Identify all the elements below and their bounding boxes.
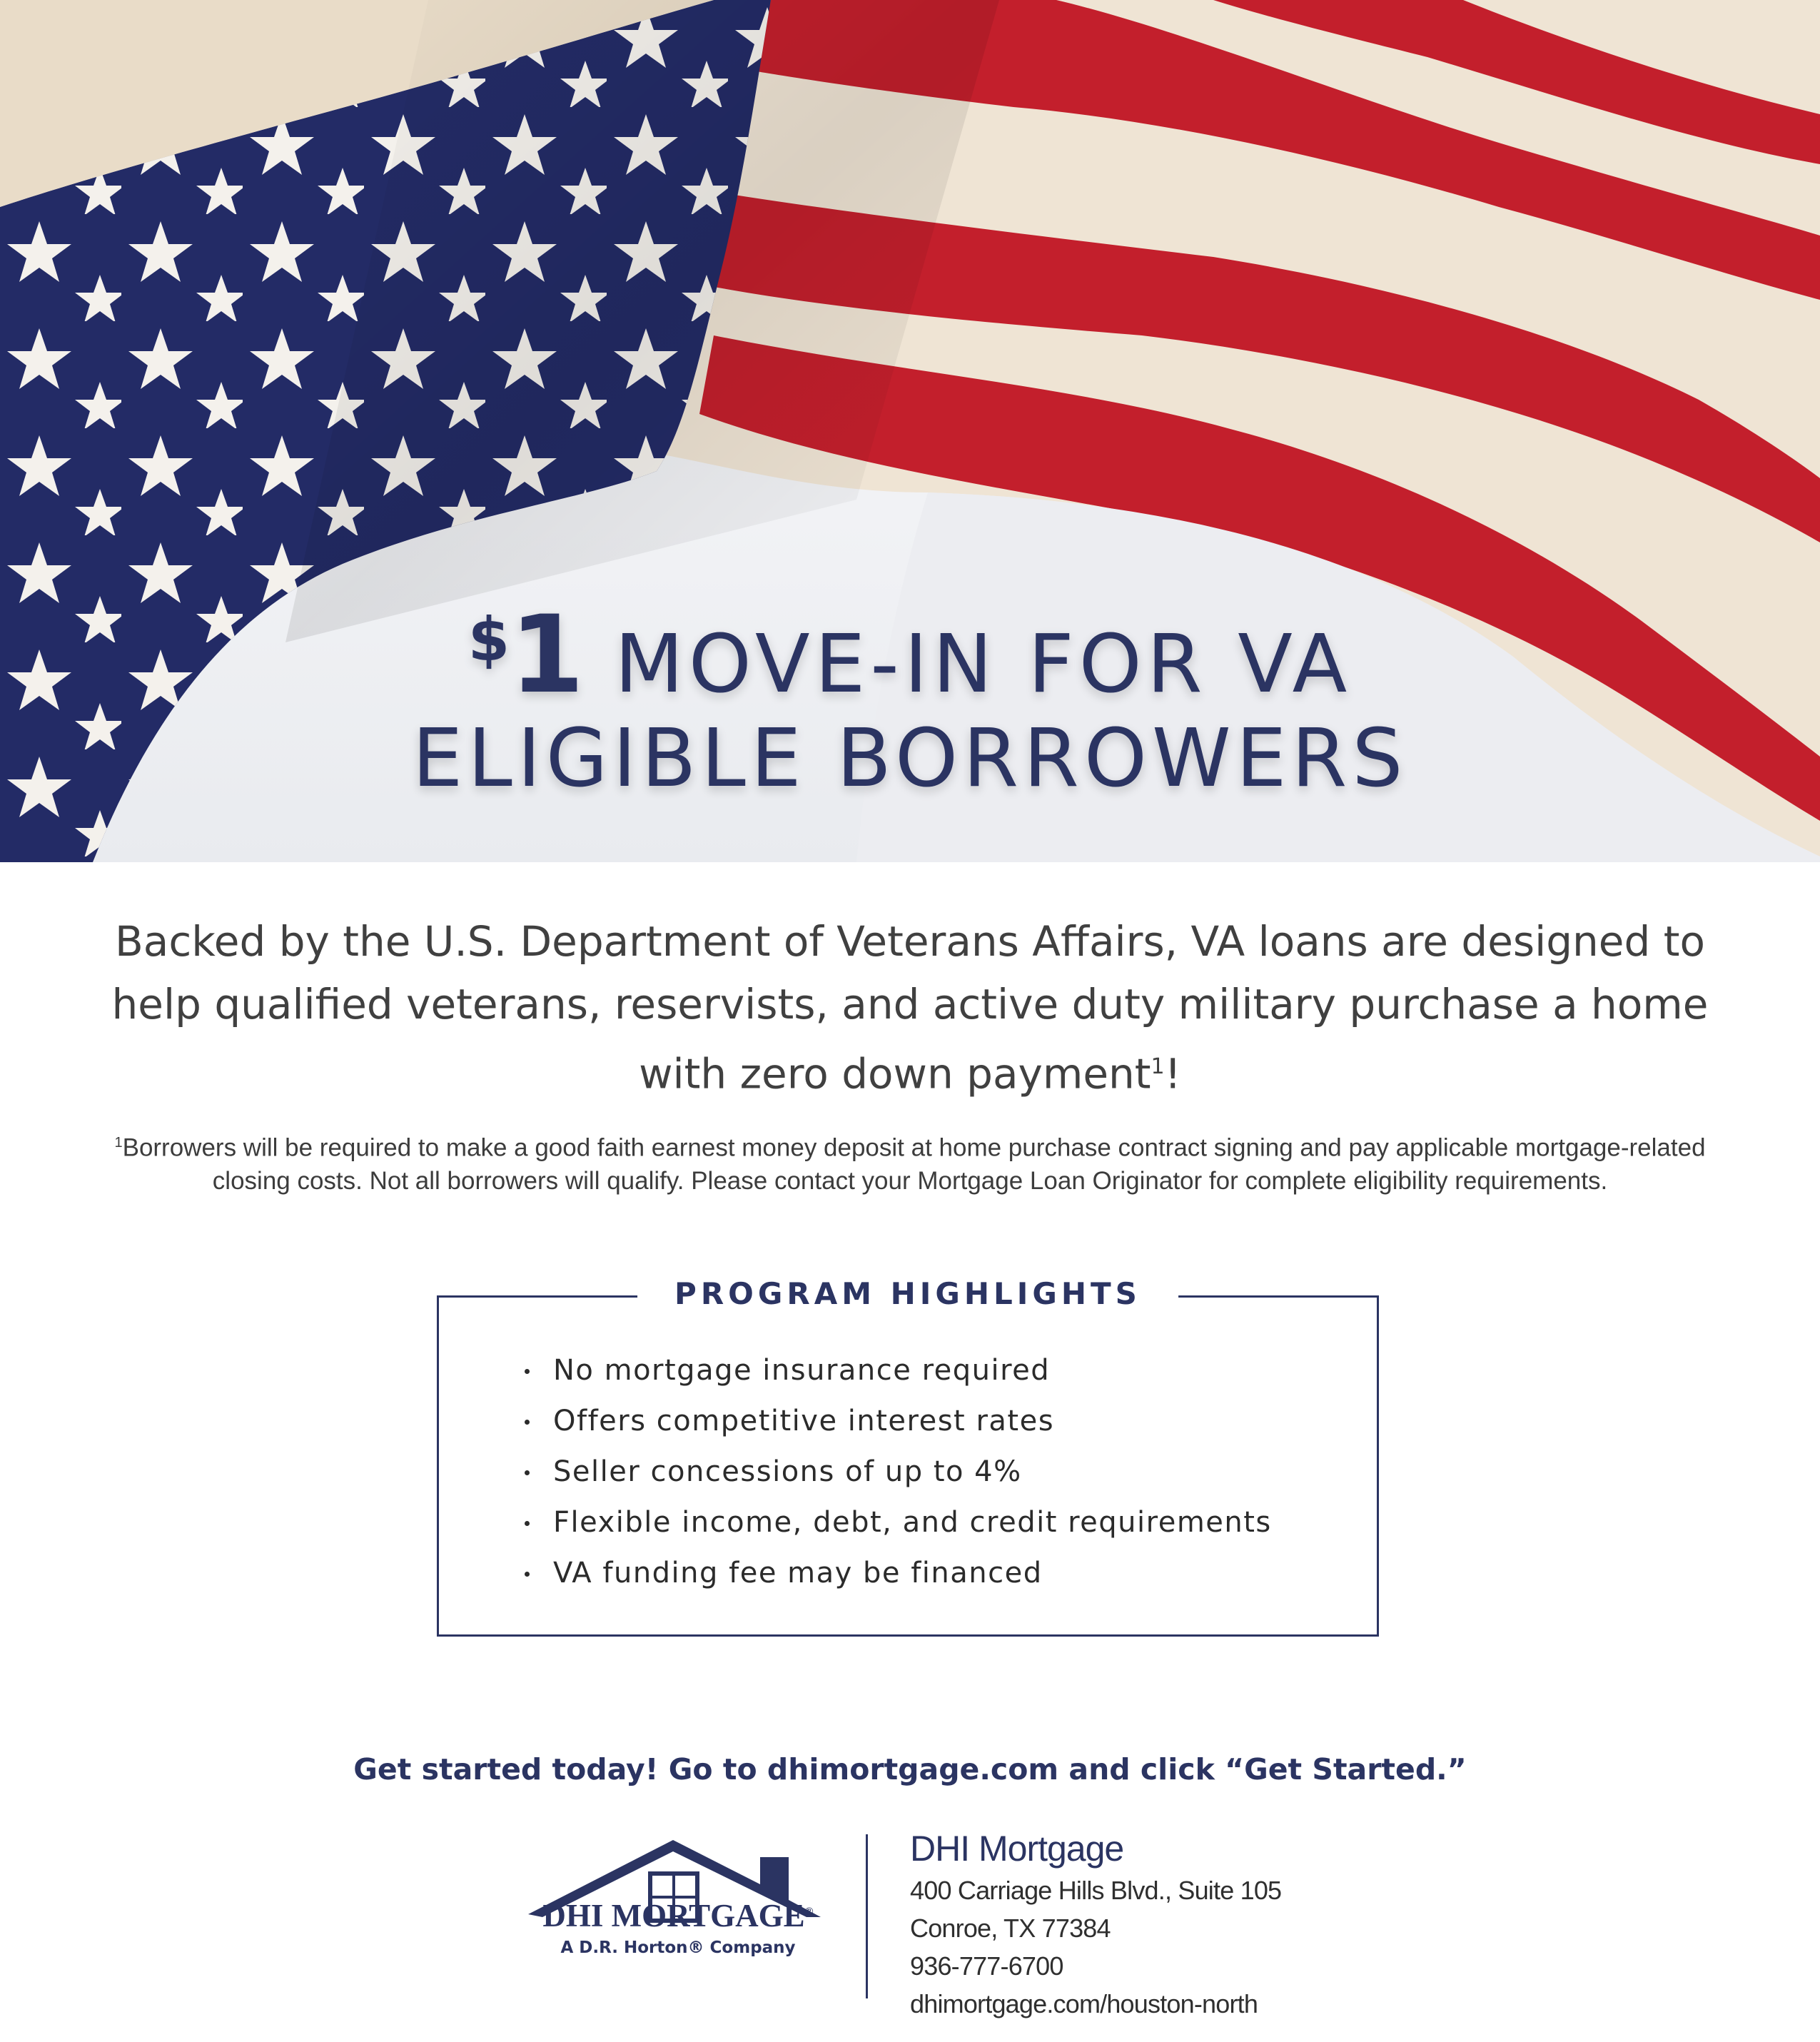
- logo-tagline: A D.R. Horton® Company: [560, 1939, 796, 1957]
- company-name: DHI Mortgage: [910, 1829, 1124, 1869]
- headline-line-1-text: MOVE-IN FOR VA: [615, 618, 1353, 711]
- intro-paragraph: Backed by the U.S. Department of Veterans Affairs, VA loans are designed to help qualified veterans, reservists, and active duty military purchase a home with zero down payment$^1$!: [111, 917, 1709, 1098]
- list-item: Flexible income, debt, and credit requirements: [525, 1501, 1272, 1552]
- program-highlights-box: [437, 1276, 1379, 1637]
- hero-banner: [0, 0, 1820, 862]
- list-item: Seller concessions of up to 4%: [525, 1450, 1272, 1501]
- headline-amount: $1: [467, 593, 585, 717]
- program-highlights-title: PROGRAM HIGHLIGHTS: [637, 1276, 1178, 1311]
- headline-line-1: [0, 592, 1820, 717]
- program-highlights-list: [525, 1349, 1272, 1602]
- footnote-disclaimer: $^1$Borrowers will be required to make a good faith earnest money deposit at home purchase contract signing and pay applicable mortgage-related closing costs. Not all borrowers will qualify. Please contact your Mortgage Loan Originator for complete eligibility requirements.: [114, 1133, 1706, 1195]
- logo-wordmark: DHI MORTGAGE®: [542, 1898, 814, 1934]
- headline-line-2: ELIGIBLE BORROWERS: [412, 712, 1408, 805]
- headline: [0, 592, 1820, 806]
- list-item: Offers competitive interest rates: [525, 1400, 1272, 1450]
- footnote-marker: 1: [1151, 1054, 1165, 1079]
- contact-block: [910, 1826, 1281, 2023]
- call-to-action[interactable]: Get started today! Go to dhimortgage.com and click “Get Started.”: [353, 1752, 1467, 1786]
- phone-number[interactable]: 936-777-6700: [910, 1951, 1063, 1981]
- list-item: No mortgage insurance required: [525, 1349, 1272, 1400]
- address-line-2: Conroe, TX 77384: [910, 1914, 1111, 1943]
- address-line-1: 400 Carriage Hills Blvd., Suite 105: [910, 1876, 1282, 1905]
- list-item: VA funding fee may be financed: [525, 1552, 1272, 1602]
- divider: [866, 1834, 868, 1998]
- website-link[interactable]: dhimortgage.com/houston-north: [910, 1989, 1258, 2018]
